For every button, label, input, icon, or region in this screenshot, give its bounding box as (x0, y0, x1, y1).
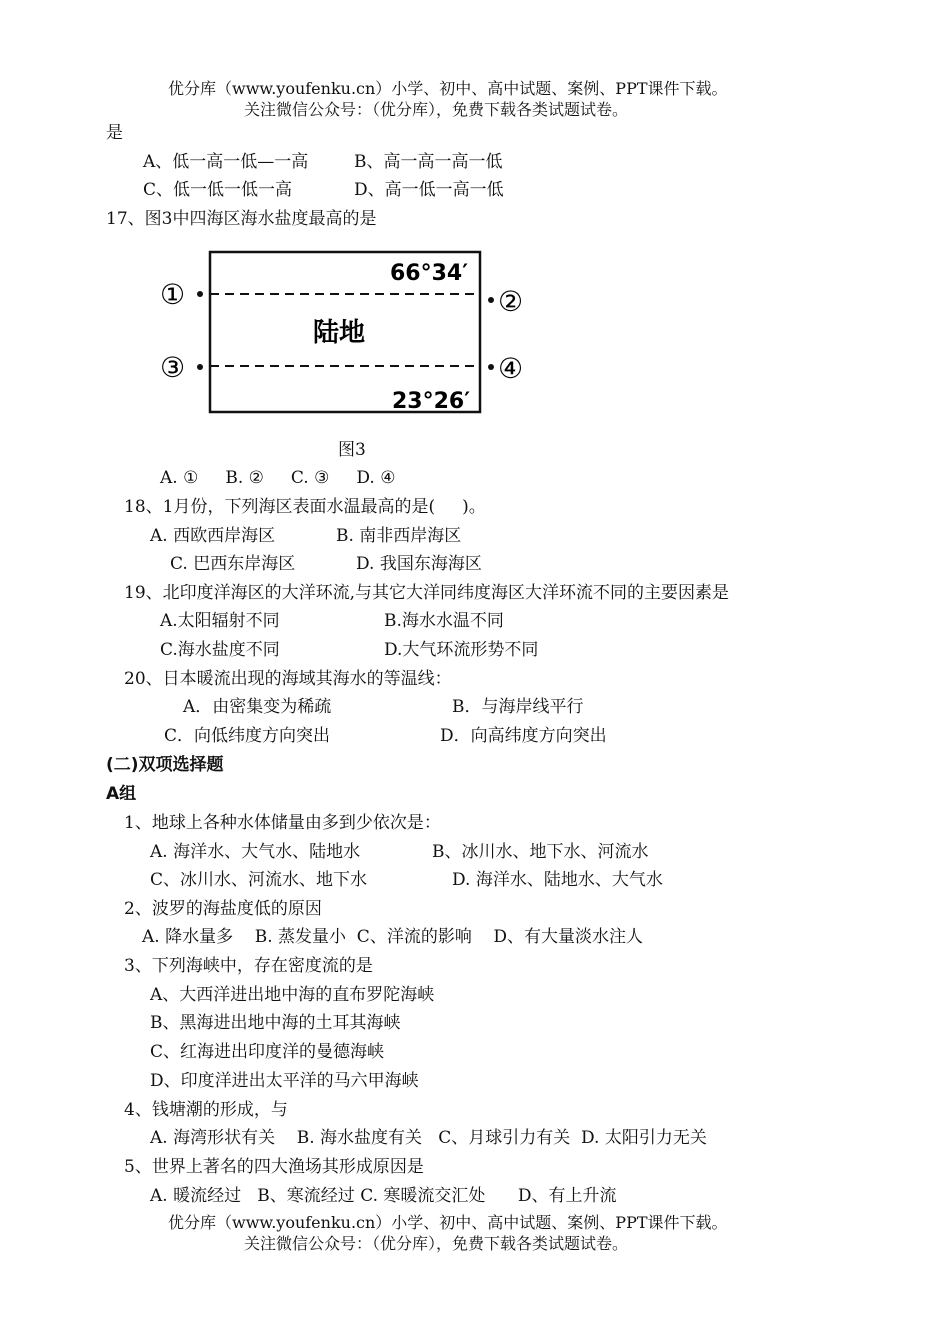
q20-option-b: B．与海岸线平行 (452, 697, 584, 717)
marker-2: ② (498, 285, 524, 318)
footer-line-2: 关注微信公众号：（优分库），免费下载各类试题试卷。 (244, 1234, 629, 1253)
d1-stem: 1、地球上各种水体储量由多到少依次是： (124, 813, 441, 833)
header-line-2: 关注微信公众号：（优分库），免费下载各类试题试卷。 (244, 100, 629, 119)
q19-option-d: D.大气环流形势不同 (384, 640, 539, 660)
section-title: (二)双项选择题 (106, 755, 224, 775)
group-title: A组 (106, 784, 137, 804)
d4-stem: 4、钱塘潮的形成，与 (124, 1100, 288, 1120)
header-line-1: 优分库（www.youfenku.cn）小学、初中、高中试题、案例、PPT课件下载。 (168, 79, 728, 98)
figure-caption: 图3 (338, 440, 366, 460)
footer-line-1: 优分库（www.youfenku.cn）小学、初中、高中试题、案例、PPT课件下载。 (168, 1213, 728, 1232)
marker-3: ③ (160, 351, 186, 384)
q20-option-a: A．由密集变为稀疏 (183, 697, 332, 717)
point-2-dot (488, 297, 494, 303)
d1-option-d: D. 海洋水、陆地水、大气水 (452, 870, 663, 890)
d3-option-d: D、印度洋进出太平洋的马六甲海峡 (150, 1071, 419, 1091)
q19-option-c: C.海水盐度不同 (160, 640, 280, 660)
point-3-dot (197, 364, 203, 370)
q20-option-d: D．向高纬度方向突出 (440, 726, 607, 746)
d2-stem: 2、波罗的海盐度低的原因 (124, 899, 322, 919)
figure-3-diagram (155, 248, 545, 423)
d3-option-c: C、红海进出印度洋的曼德海峡 (150, 1042, 385, 1062)
lat-top-label: 66°34′ (390, 261, 469, 286)
q19-stem: 19、北印度洋海区的大洋环流,与其它大洋同纬度海区大洋环流不同的主要因素是 (124, 583, 730, 603)
q16-option-b: B、高一高一高一低 (354, 152, 503, 172)
d3-stem: 3、下列海峡中，存在密度流的是 (124, 956, 373, 976)
d2-options: A. 降水量多 B. 蒸发量小 C、洋流的影响 D、有大量淡水注人 (142, 927, 644, 947)
marker-4: ④ (498, 352, 524, 385)
d3-option-a: A、大西洋进出地中海的直布罗陀海峡 (150, 985, 435, 1005)
q16-option-c: C、低一低一低一高 (143, 180, 293, 200)
q20-option-c: C．向低纬度方向突出 (164, 726, 331, 746)
point-1-dot (197, 291, 203, 297)
d5-stem: 5、世界上著名的四大渔场其形成原因是 (124, 1157, 424, 1177)
q20-stem: 20、日本暖流出现的海域其海水的等温线： (124, 669, 452, 689)
d5-options: A. 暖流经过 B、寒流经过 C. 寒暖流交汇处 D、有上升流 (150, 1186, 617, 1206)
land-label: 陆地 (313, 318, 366, 348)
q19-option-a: A.太阳辐射不同 (160, 611, 280, 631)
q18-stem: 18、1月份，下列海区表面水温最高的是( )。 (124, 497, 486, 517)
marker-1: ① (160, 278, 186, 311)
q19-option-b: B.海水水温不同 (384, 611, 504, 631)
d1-option-c: C、冰川水、河流水、地下水 (150, 870, 368, 890)
q18-option-b: B. 南非西岸海区 (336, 526, 462, 546)
q18-option-a: A. 西欧西岸海区 (150, 526, 276, 546)
point-4-dot (488, 364, 494, 370)
q16-option-a: A、低一高一低—一高 (143, 152, 309, 172)
q18-option-c: C. 巴西东岸海区 (170, 554, 296, 574)
q16-option-d: D、高一低一高一低 (354, 180, 504, 200)
lat-bottom-label: 23°26′ (392, 389, 471, 414)
d1-option-b: B、冰川水、地下水、河流水 (432, 842, 649, 862)
d1-option-a: A. 海洋水、大气水、陆地水 (150, 842, 361, 862)
q17-options: A. ① B. ② C. ③ D. ④ (160, 468, 396, 488)
d4-options: A. 海湾形状有关 B. 海水盐度有关 C、月球引力有关 D. 太阳引力无关 (150, 1128, 707, 1148)
d3-option-b: B、黑海进出地中海的土耳其海峡 (150, 1013, 401, 1033)
q17-stem: 17、图3中四海区海水盐度最高的是 (106, 209, 377, 229)
q18-option-d: D. 我国东海海区 (356, 554, 482, 574)
q16-tail: 是 (106, 123, 123, 143)
